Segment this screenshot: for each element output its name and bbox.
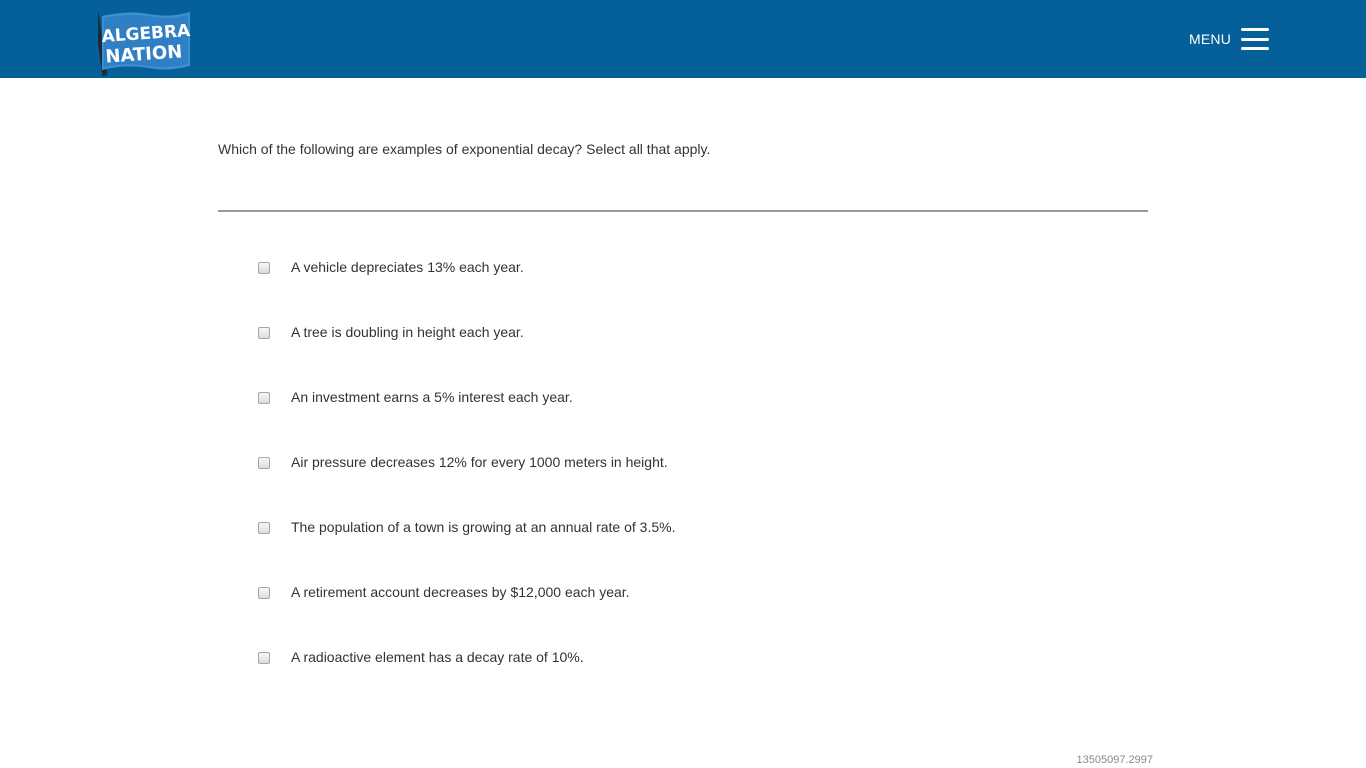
question-text: Which of the following are examples of exponential decay? Select all that apply. bbox=[218, 141, 711, 157]
answer-option-label[interactable]: A vehicle depreciates 13% each year. bbox=[291, 259, 524, 275]
algebra-nation-logo[interactable] bbox=[98, 10, 192, 76]
answer-checkbox[interactable] bbox=[258, 262, 270, 274]
answer-option-label[interactable]: A retirement account decreases by $12,000 each year. bbox=[291, 584, 630, 600]
answer-option[interactable] bbox=[258, 649, 675, 714]
menu-button[interactable] bbox=[1189, 26, 1269, 52]
answer-checkbox[interactable] bbox=[258, 327, 270, 339]
answer-option-label[interactable]: An investment earns a 5% interest each year. bbox=[291, 389, 573, 405]
answer-checkbox[interactable] bbox=[258, 652, 270, 664]
answer-option-label[interactable]: The population of a town is growing at an annual rate of 3.5%. bbox=[291, 519, 676, 535]
answer-option[interactable] bbox=[258, 259, 675, 324]
hamburger-menu-icon[interactable] bbox=[1241, 28, 1269, 50]
answer-options-list bbox=[258, 259, 675, 714]
answer-checkbox[interactable] bbox=[258, 457, 270, 469]
item-id-label: 13505097.2997 bbox=[1076, 754, 1153, 766]
answer-option[interactable] bbox=[258, 519, 675, 584]
menu-label[interactable]: MENU bbox=[1189, 31, 1232, 47]
answer-checkbox[interactable] bbox=[258, 392, 270, 404]
answer-option-label[interactable]: A tree is doubling in height each year. bbox=[291, 324, 524, 340]
divider bbox=[218, 210, 1148, 212]
answer-option[interactable] bbox=[258, 389, 675, 454]
answer-option[interactable] bbox=[258, 584, 675, 649]
answer-option-label[interactable]: Air pressure decreases 12% for every 1000 meters in height. bbox=[291, 454, 668, 470]
answer-option-label[interactable]: A radioactive element has a decay rate of 10%. bbox=[291, 649, 584, 665]
answer-checkbox[interactable] bbox=[258, 522, 270, 534]
answer-option[interactable] bbox=[258, 454, 675, 519]
answer-option[interactable] bbox=[258, 324, 675, 389]
site-header bbox=[0, 0, 1366, 78]
svg-text:ALGEBRA: ALGEBRA bbox=[100, 20, 191, 48]
answer-checkbox[interactable] bbox=[258, 587, 270, 599]
svg-text:NATION: NATION bbox=[104, 41, 184, 68]
